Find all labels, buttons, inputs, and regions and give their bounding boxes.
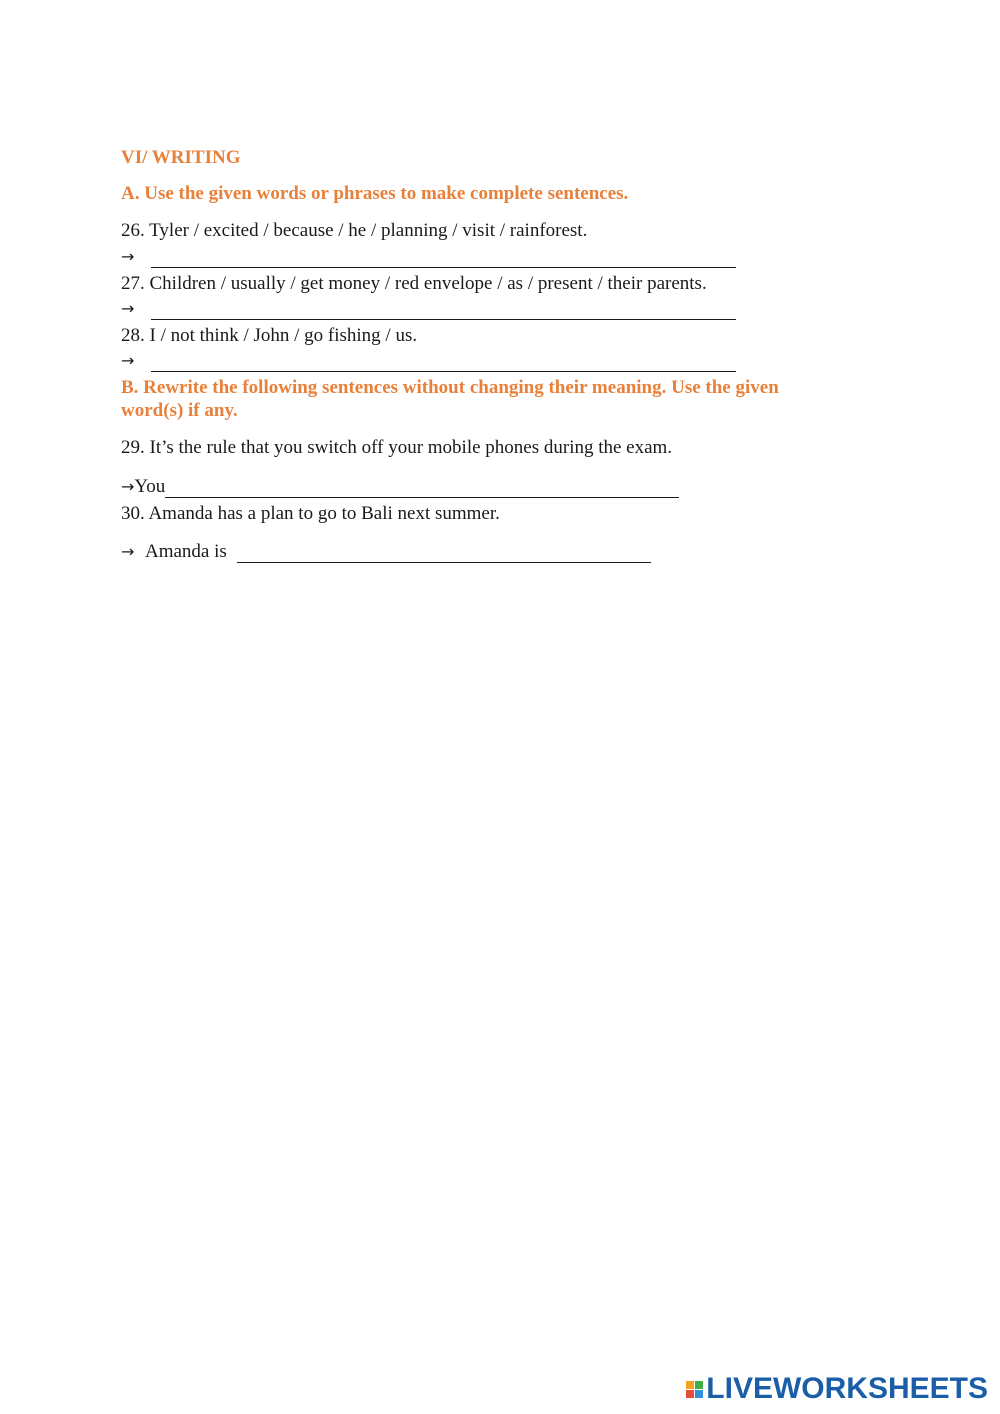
answer-blank-26[interactable] [151,247,736,268]
arrow-icon: → [121,299,135,318]
question-29: 29. It’s the rule that you switch off your mobile phones during the exam. [121,437,673,458]
answer-blank-30[interactable] [237,542,651,563]
answer-row-29 [121,475,679,498]
arrow-icon: → [121,247,135,266]
answer-input-28[interactable] [151,353,736,373]
answer-input-27[interactable] [151,301,736,321]
logo-mark-tile [695,1381,703,1389]
answer-row-27 [121,297,736,320]
logo-mark-tile [686,1381,694,1389]
answer-blank-27[interactable] [151,299,736,320]
answer-blank-29[interactable] [165,477,679,498]
answer-row-30 [121,540,651,563]
logo-mark-tile [695,1390,703,1398]
answer-input-29[interactable] [165,479,679,499]
answer-row-28 [121,349,736,372]
question-28: 28. I / not think / John / go fishing / us. [121,325,418,346]
answer-row-26 [121,245,736,268]
question-26: 26. Tyler / excited / because / he / planning / visit / rainforest. [121,220,588,241]
logo-mark-tile [686,1390,694,1398]
arrow-icon: → [121,542,135,561]
answer-prefix-29: You [134,476,166,497]
liveworksheets-logo [686,1372,988,1406]
logo-mark-icon [686,1381,703,1398]
section-title: VI/ WRITING [121,147,241,168]
logo-text: LIVEWORKSHEETS [706,1372,988,1405]
arrow-icon: → [121,351,135,370]
answer-input-30[interactable] [237,544,651,564]
answer-blank-28[interactable] [151,351,736,372]
part-a-instruction: A. Use the given words or phrases to make complete sentences. [121,183,629,204]
question-30: 30. Amanda has a plan to go to Bali next summer. [121,503,500,524]
answer-prefix-30: Amanda is [145,541,227,562]
answer-input-26[interactable] [151,249,736,269]
question-27: 27. Children / usually / get money / red envelope / as / present / their parents. [121,273,707,294]
arrow-icon: → [121,477,135,496]
part-b-instruction: B. Rewrite the following sentences without changing their meaning. Use the given word(s) if any. [121,377,779,421]
